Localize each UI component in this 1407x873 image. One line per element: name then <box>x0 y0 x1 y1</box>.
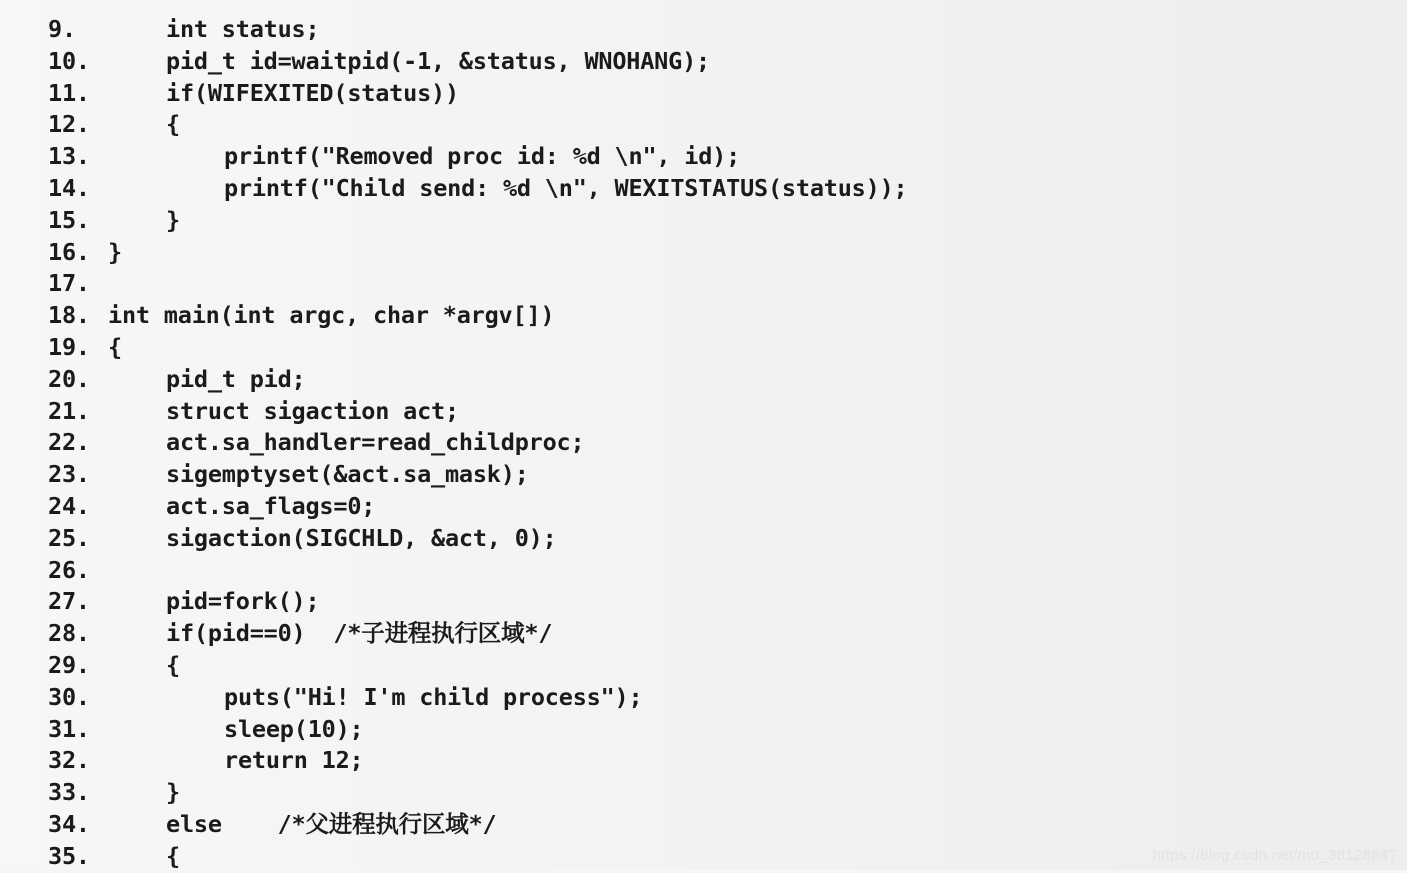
line-number: 29. <box>48 650 90 679</box>
code-text: } <box>166 778 180 807</box>
line-number: 22. <box>48 428 90 457</box>
code-text: sigaction(SIGCHLD, &act, 0); <box>166 523 557 552</box>
code-text: printf("Child send: %d \n", WEXITSTATUS(status)); <box>224 173 908 202</box>
code-text: { <box>166 650 180 679</box>
line-number: 21. <box>48 396 90 425</box>
code-text: int status; <box>166 15 320 43</box>
line-number: 13. <box>48 142 90 171</box>
line-number: 10. <box>48 46 90 75</box>
code-text: } <box>108 237 122 266</box>
line-number: 25. <box>48 523 90 552</box>
code-text: pid_t pid; <box>166 364 306 393</box>
line-number: 17. <box>48 269 90 298</box>
line-number: 31. <box>48 714 90 743</box>
line-number: 12. <box>48 110 90 139</box>
code-text: sleep(10); <box>224 714 364 743</box>
watermark-url: https://blog.csdn.net/m0_38128647 <box>1152 847 1397 864</box>
line-number: 15. <box>48 205 90 234</box>
code-text: act.sa_handler=read_childproc; <box>166 428 585 457</box>
code-text: puts("Hi! I'm child process"); <box>224 682 643 711</box>
line-number: 9. <box>48 15 76 43</box>
code-text: pid_t id=waitpid(-1, &status, WNOHANG); <box>166 46 710 75</box>
code-text: } <box>166 205 180 234</box>
line-number: 27. <box>48 587 90 616</box>
line-number: 30. <box>48 682 90 711</box>
line-number: 28. <box>48 619 90 648</box>
code-text: struct sigaction act; <box>166 396 459 425</box>
line-number: 34. <box>48 809 90 838</box>
code-text: else /*父进程执行区域*/ <box>166 809 497 838</box>
line-number: 16. <box>48 237 90 266</box>
code-text: { <box>166 841 180 870</box>
line-number: 20. <box>48 364 90 393</box>
line-number: 19. <box>48 332 90 361</box>
line-number: 14. <box>48 173 90 202</box>
code-text: int main(int argc, char *argv[]) <box>108 301 555 330</box>
code-text: { <box>166 110 180 139</box>
code-text: if(pid==0) /*子进程执行区域*/ <box>166 619 553 648</box>
line-number: 24. <box>48 491 90 520</box>
line-number: 33. <box>48 778 90 807</box>
code-text: sigemptyset(&act.sa_mask); <box>166 460 529 489</box>
code-text: pid=fork(); <box>166 587 320 616</box>
line-number: 23. <box>48 460 90 489</box>
line-number: 32. <box>48 746 90 775</box>
code-text: printf("Removed proc id: %d \n", id); <box>224 142 741 171</box>
code-text: { <box>108 332 122 361</box>
line-number: 18. <box>48 301 90 330</box>
code-text: return 12; <box>224 746 364 775</box>
code-text: if(WIFEXITED(status)) <box>166 78 459 107</box>
code-text: act.sa_flags=0; <box>166 491 376 520</box>
line-number: 26. <box>48 555 90 584</box>
line-number: 35. <box>48 841 90 870</box>
line-number: 11. <box>48 78 90 107</box>
